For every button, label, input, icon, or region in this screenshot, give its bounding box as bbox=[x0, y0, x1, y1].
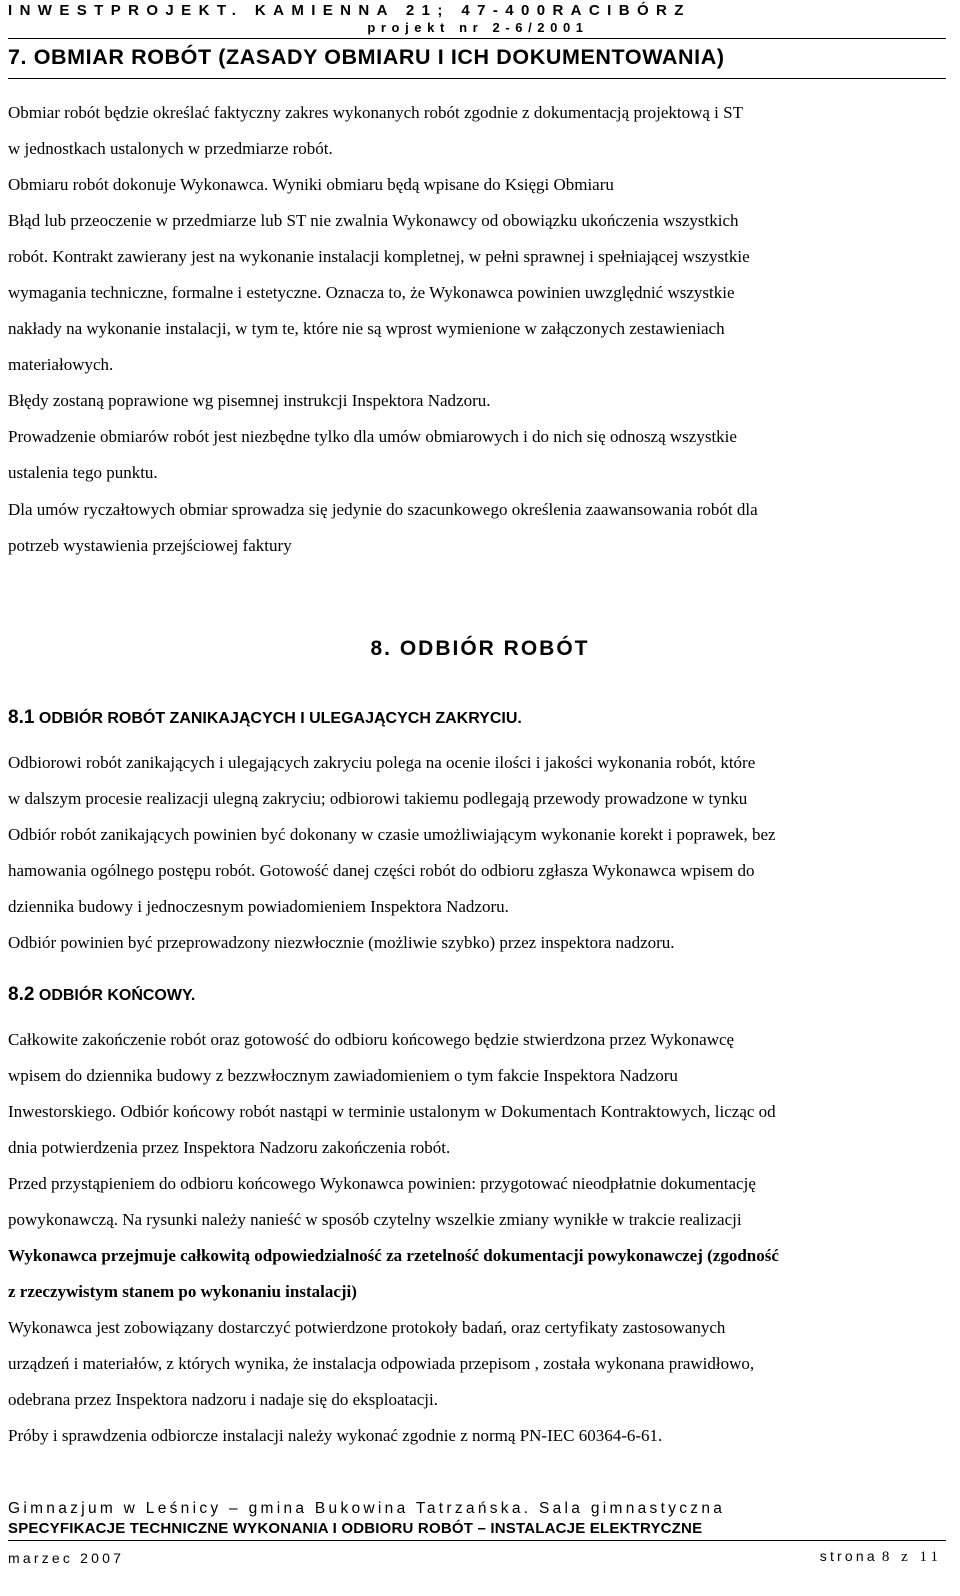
page-number: 8 z 11 bbox=[881, 1549, 942, 1565]
footer-school: Gimnazjum w Leśnicy – gmina Bukowina Tatrzańska. Sala gimnastyczna bbox=[8, 1500, 726, 1517]
paragraph-line: robót. Kontrakt zawierany jest na wykonanie instalacji kompletnej, w pełni sprawnej i spełniającej wszystkie bbox=[8, 247, 750, 266]
footer-date: marzec 2007 bbox=[8, 1550, 125, 1566]
header-divider bbox=[8, 38, 946, 39]
paragraph-line: nakłady na wykonanie instalacji, w tym te, które nie są wprost wymienione w załączonych zestawieniach bbox=[8, 319, 725, 338]
paragraph-line: Całkowite zakończenie robót oraz gotowość do odbioru końcowego będzie stwierdzona przez Wykonawcę bbox=[8, 1030, 735, 1049]
paragraph-line: urządzeń i materiałów, z których wynika, że instalacja odpowiada przepisom , została wykonana prawidłowo, bbox=[8, 1354, 755, 1373]
paragraph-line: Prowadzenie obmiarów robót jest niezbędne tylko dla umów obmiarowych i do nich się odnoszą wszystkie bbox=[8, 427, 737, 446]
subsection-8-2-heading bbox=[8, 984, 195, 1006]
paragraph-line: wpisem do dziennika budowy z bezzwłocznym zawiadomieniem o tym fakcie Inspektora Nadzoru bbox=[8, 1066, 678, 1085]
subsection-8-1-heading bbox=[8, 707, 522, 729]
footer-spec-title: SPECYFIKACJE TECHNICZNE WYKONANIA I ODBIORU ROBÓT – INSTALACJE ELEKTRYCZNE bbox=[8, 1520, 703, 1537]
section-7-title: 7. OBMIAR ROBÓT (ZASADY OBMIARU I ICH DOKUMENTOWANIA) bbox=[8, 45, 725, 69]
section-7-divider bbox=[8, 78, 946, 79]
paragraph-line: dnia potwierdzenia przez Inspektora Nadzoru zakończenia robót. bbox=[8, 1138, 451, 1157]
paragraph-line: ustalenia tego punktu. bbox=[8, 463, 158, 482]
paragraph-line: Odbiorowi robót zanikających i ulegających zakryciu polega na ocenie ilości i jakości wykonania robót, które bbox=[8, 753, 756, 772]
paragraph-line: dziennika budowy i jednoczesnym powiadomieniem Inspektora Nadzoru. bbox=[8, 897, 509, 916]
paragraph-line: odebrana przez Inspektora nadzoru i nadaje się do eksploatacji. bbox=[8, 1390, 439, 1409]
paragraph-line: Obmiaru robót dokonuje Wykonawca. Wyniki obmiaru będą wpisane do Księgi Obmiaru bbox=[8, 175, 614, 194]
footer-page-indicator bbox=[820, 1548, 942, 1566]
paragraph-line: Próby i sprawdzenia odbiorcze instalacji należy wykonać zgodnie z normą PN-IEC 60364-6-61. bbox=[8, 1426, 663, 1445]
subsection-title: ODBIÓR ROBÓT ZANIKAJĄCYCH I ULEGAJĄCYCH ZAKRYCIU. bbox=[38, 710, 522, 727]
paragraph-line: wymagania techniczne, formalne i estetyczne. Oznacza to, że Wykonawca powinien uwzględnić wszystkie bbox=[8, 283, 735, 302]
paragraph-line-bold: Wykonawca przejmuje całkowitą odpowiedzialność za rzetelność dokumentacji powykonawczej (zgodność bbox=[8, 1246, 779, 1265]
page-label: strona bbox=[819, 1548, 878, 1564]
paragraph-line: Błędy zostaną poprawione wg pisemnej instrukcji Inspektora Nadzoru. bbox=[8, 391, 491, 410]
footer-divider bbox=[8, 1540, 946, 1541]
section-8-title: 8. ODBIÓR ROBÓT bbox=[370, 637, 590, 660]
paragraph-line: Błąd lub przeoczenie w przedmiarze lub ST nie zwalnia Wykonawcy od obowiązku ukończenia wszystkich bbox=[8, 211, 739, 230]
paragraph-line: Wykonawca jest zobowiązany dostarczyć potwierdzone protokoły badań, oraz certyfikaty zastosowanych bbox=[8, 1318, 726, 1337]
paragraph-line: Odbiór robót zanikających powinien być dokonany w czasie umożliwiającym wykonanie korekt i poprawek, bez bbox=[8, 825, 776, 844]
paragraph-line-bold: z rzeczywistym stanem po wykonaniu instalacji) bbox=[8, 1282, 357, 1301]
paragraph-line: powykonawczą. Na rysunki należy nanieść w sposób czytelny wszelkie zmiany wynikłe w trakcie realizacji bbox=[8, 1210, 742, 1229]
paragraph-line: materiałowych. bbox=[8, 355, 114, 374]
paragraph-line: hamowania ogólnego postępu robót. Gotowość danej części robót do odbioru zgłasza Wykonawca wpisem do bbox=[8, 861, 755, 880]
paragraph-line: Inwestorskiego. Odbiór końcowy robót nastąpi w terminie ustalonym w Dokumentach Kontraktowych, licząc od bbox=[8, 1102, 776, 1121]
paragraph-line: Odbiór powinien być przeprowadzony niezwłocznie (możliwie szybko) przez inspektora nadzoru. bbox=[8, 933, 675, 952]
paragraph-line: Dla umów ryczałtowych obmiar sprowadza się jedynie do szacunkowego określenia zaawansowania robót dla bbox=[8, 500, 758, 519]
paragraph-line: w dalszym procesie realizacji ulegną zakryciu; odbiorowi takiemu podlegają przewody prowadzone w tynku bbox=[8, 789, 748, 808]
paragraph-line: Obmiar robót będzie określać faktyczny zakres wykonanych robót zgodnie z dokumentacją projektową i ST bbox=[8, 103, 743, 122]
paragraph-line: potrzeb wystawienia przejściowej faktury bbox=[8, 536, 292, 555]
subsection-title: ODBIÓR KOŃCOWY. bbox=[38, 987, 196, 1004]
subsection-number: 8.1 bbox=[8, 707, 35, 728]
header-project-number: projekt nr 2-6/2001 bbox=[367, 20, 589, 35]
subsection-number: 8.2 bbox=[8, 984, 35, 1005]
header-company: INWESTPROJEKT. KAMIENNA 21; 47-400RACIBÓRZ bbox=[8, 2, 691, 19]
paragraph-line: Przed przystąpieniem do odbioru końcowego Wykonawca powinien: przygotować nieodpłatnie dokumentację bbox=[8, 1174, 756, 1193]
paragraph-line: w jednostkach ustalonych w przedmiarze robót. bbox=[8, 139, 333, 158]
